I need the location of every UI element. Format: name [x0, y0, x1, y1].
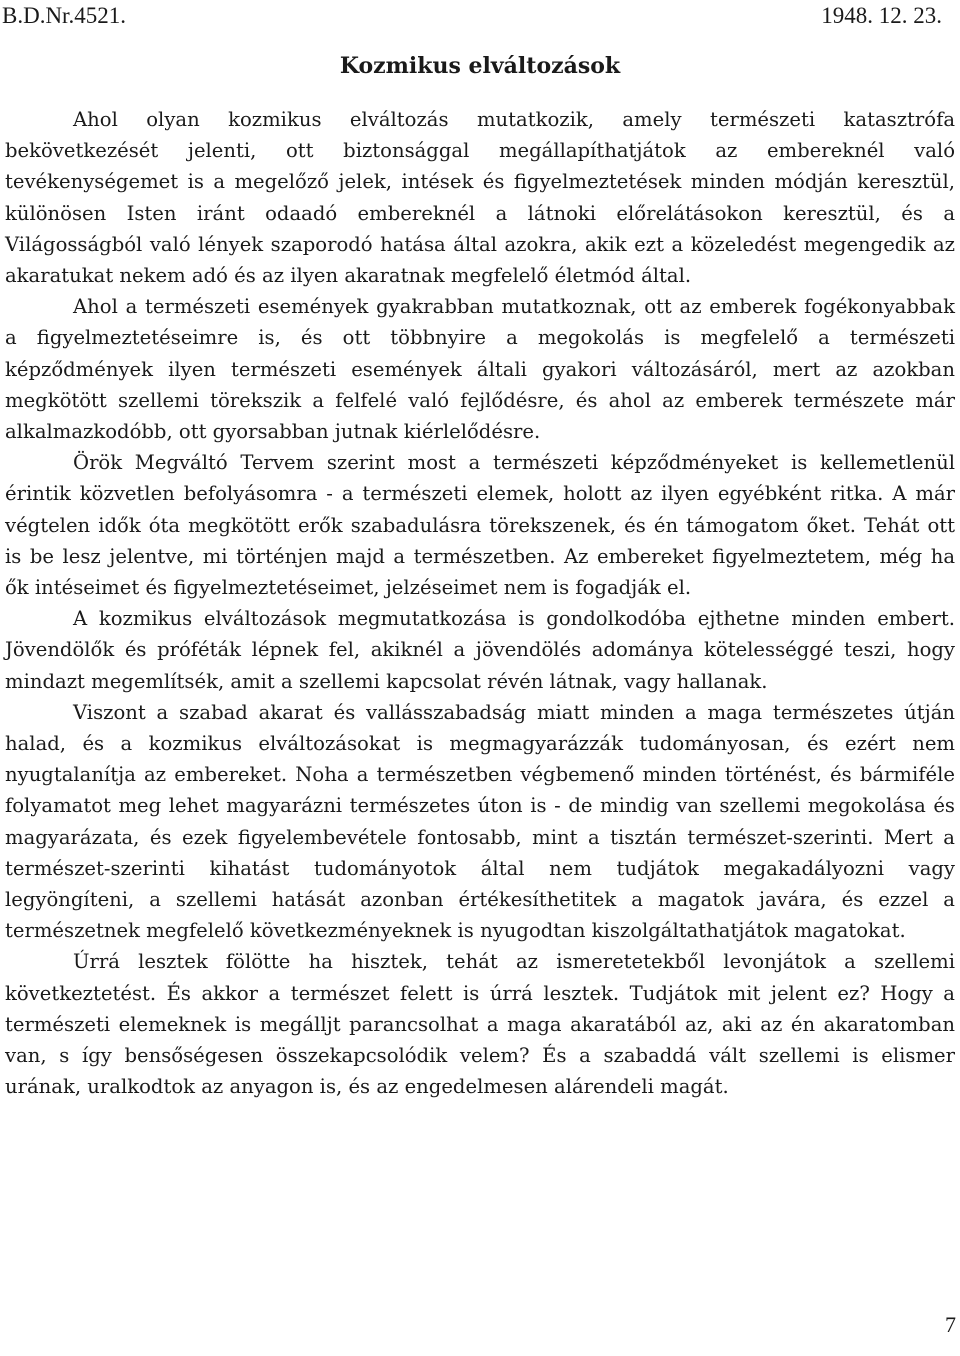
paragraph: Viszont a szabad akarat és vallásszabadság miatt minden a maga természetes útján halad, és a kozmikus elváltozásokat is megmagyarázzák tudományosan, és ezért nem nyugtalanítja az embereket. Noha a természetben végbemenő minden történést, és bármiféle folyamatot meg lehet magyarázni természetes úton is - de mindig van szellemi megokolása és magyarázata, és ezek figyelembevétele fontosabb, mint a tisztán természet-szerinti. Mert a természet-szerinti kihatást tudományotok által nem tudjátok megakadályozni vagy legyöngíteni, a szellemi hatását azonban értékesíthetitek a magatok javára, és ezzel a természetnek megfelelő következményeknek is nyugodtan kiszolgáltathatjátok magatokat. [5, 700, 955, 943]
document-title: Kozmikus elváltozások [339, 53, 621, 79]
document-date: 1948. 12. 23. [821, 3, 942, 28]
document-body [5, 104, 955, 1103]
paragraph: Ahol a természeti események gyakrabban mutatkoznak, ott az emberek fogékonyabbak a figyelmeztetéseimre is, és ott többnyire a megokolás is megfelelő a természeti képződmények ilyen természeti események általi gyakori változásáról, mert az azokban megkötött szellemi törekszik a felfelé való fejlődésre, és ahol az emberek természete már alkalmazkodóbb, ott gyorsabban jutnak kiérlelődésre. [5, 295, 955, 444]
paragraph: Örök Megváltó Tervem szerint most a természeti képződményeket is kellemetlenül érintik közvetlen befolyásomra - a természeti elemek, holott az ilyen egyébként ritka. A már végtelen idők óta megkötött erők szabadulásra törekszenek, és én támogatom őket. Tehát ott is be lesz jelentve, mi történjen majd a természetben. Az embereket figyelmeztetem, még ha ők intéseimet és figyelmeztetéseimet, jelzéseimet nem is fogadják el. [5, 451, 955, 600]
page-number: 7 [945, 1312, 956, 1337]
paragraph: Ahol olyan kozmikus elváltozás mutatkozik, amely természeti katasztrófa bekövetkezését jelenti, ott biztonsággal megállapíthatjátok az embereknél való tevékenységemet is a megelőző jelek, intések és figyelmeztetések minden módján keresztül, különösen Isten iránt odaadó embereknél a látnoki előrelátásokon keresztül, és a Világosságból való lények szaporodó hatása által azokra, akik ezt a közeledést megengedik az akaratukat nekem adó és az ilyen akaratnak megfelelő életmód által. [5, 108, 955, 288]
document-reference: B.D.Nr.4521. [2, 3, 126, 28]
paragraph: Úrrá lesztek fölötte ha hisztek, tehát az ismeretetekből levonjátok a szellemi következtetést. És akkor a természet felett is úrrá lesztek. Tudjátok mit jelent ez? Hogy a természeti elemeknek is megálljt parancsolhat a maga akaratából az, aki az én akaratomban van, s így bensőségesen összekapcsolódik velem? És a szabaddá vált szellemi is elismer urának, uralkodtok az anyagon is, és az engedelmesen alárendeli magát. [5, 950, 955, 1099]
paragraph: A kozmikus elváltozások megmutatkozása is gondolkodóba ejthetne minden embert. Jövendölők és próféták lépnek fel, akiknél a jövendölés adománya kötelességgé teszi, hogy mindazt megemlítsék, amit a szellemi kapcsolat révén látnak, vagy hallanak. [5, 607, 955, 693]
